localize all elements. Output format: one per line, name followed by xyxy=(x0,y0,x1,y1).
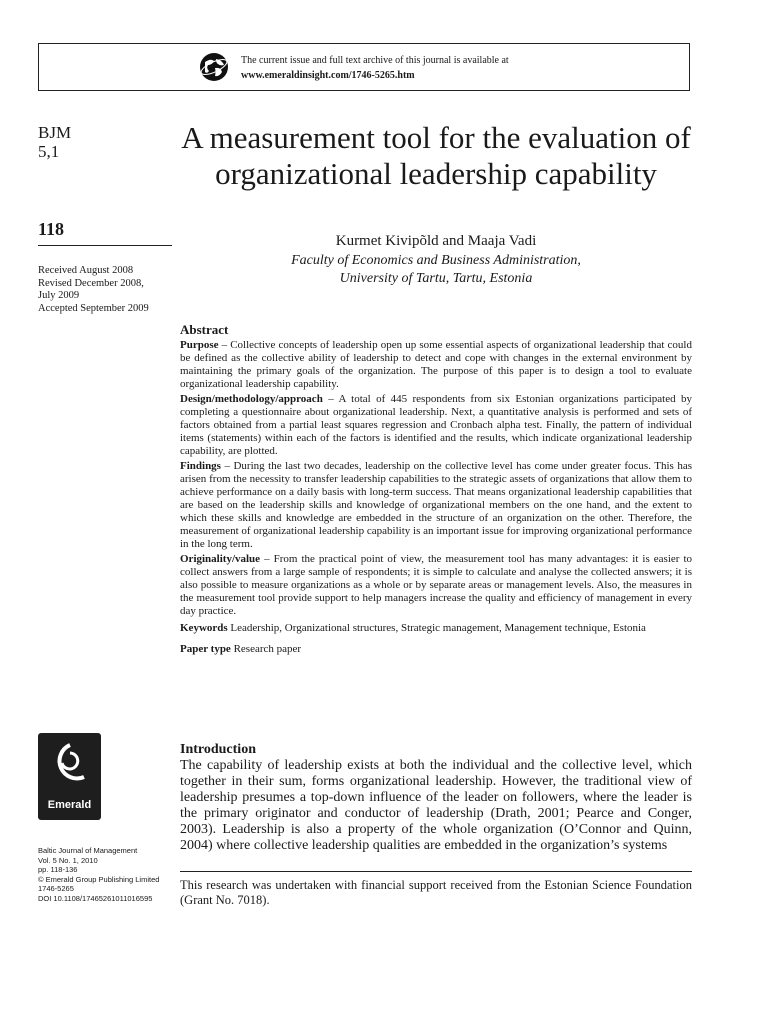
abstract xyxy=(180,323,692,658)
journal-url-link[interactable]: www.emeraldinsight.com/1746-5265.htm xyxy=(241,70,415,81)
originality-text: – From the practical point of view, the measurement tool has many advantages: it is easier to collect answers from a large sample of respondents; it is simple to calculate and analyse the collected answers; it is also possible to measure organizations as a whole or by separate areas or management levels. Also, the measures in the measurement tool provide support to help managers increase the quality and efficiency of management in every day practice. xyxy=(180,553,692,617)
introduction-text: The capability of leadership exists at both the individual and the collective level, which together in their sum, forms organizational leadership. However, the traditional view of leadership presumes a top-down influence of the leader on followers, where the leader is the primary originator and conductor of leadership (Drath, 2001; Pearce and Conger, 2003). Leadership is also a property of the whole organization (O’Connor and Quinn, 2004) where collective leadership qualities are embedded in the organization’s systems xyxy=(180,758,692,853)
abstract-heading: Abstract xyxy=(180,322,229,337)
emerald-wordmark: Emerald xyxy=(47,799,92,811)
keywords-label: Keywords xyxy=(180,622,228,634)
findings-label: Findings xyxy=(180,460,221,472)
article-title: A measurement tool for the evaluation of organizational leadership capability xyxy=(181,120,691,191)
banner-text xyxy=(241,53,509,83)
originality-label: Originality/value xyxy=(180,553,261,565)
pubinfo-line: Vol. 5 No. 1, 2010 xyxy=(38,855,98,865)
paper-type-label: Paper type xyxy=(180,643,231,655)
pubinfo-line: Baltic Journal of Management xyxy=(38,846,138,855)
journal-name: BJM xyxy=(38,123,72,142)
affiliation xyxy=(180,252,692,288)
journal-abbrev xyxy=(38,123,71,161)
emerald-e-icon xyxy=(50,741,90,793)
journal-volume: 5,1 xyxy=(38,142,60,161)
introduction-heading: Introduction xyxy=(180,742,256,757)
date-line: Accepted September 2009 xyxy=(38,302,149,314)
findings-text: – During the last two decades, leadership on the collective level has come under greater focus. This has arisen from the necessity to transfer leadership capabilities to the strategic assets of organizations that allow them to achieve performance on a daily basis with long-term success. That means organizational leadership capabilities that are based on the leadership skills and knowledge of organizational members on the one hand, and the extent to which these skills and knowledge are embedded in the structure of an organization on the other. Therefore, the measurement of organizational leadership capability is an important issue for improving organizational performance in the long term. xyxy=(180,460,692,550)
abstract-purpose xyxy=(180,339,692,391)
date-line: Revised December 2008, xyxy=(38,277,144,289)
emerald-logo xyxy=(38,733,101,820)
pubinfo-line: DOI 10.1108/17465261011016595 xyxy=(38,893,153,903)
date-line: Received August 2008 xyxy=(38,265,134,276)
introduction-section xyxy=(180,742,692,854)
date-line: July 2009 xyxy=(38,290,80,301)
affiliation-line: University of Tartu, Tartu, Estonia xyxy=(339,271,533,286)
side-divider xyxy=(38,245,172,246)
pubinfo-line: pp. 118-136 xyxy=(38,865,78,874)
page-number: 118 xyxy=(38,219,65,239)
abstract-paper-type xyxy=(180,643,692,656)
banner-line: The current issue and full text archive of this journal is available at xyxy=(241,55,509,66)
abstract-keywords xyxy=(180,622,692,635)
keywords-text: Leadership, Organizational structures, Strategic management, Management technique, Estonia xyxy=(227,622,646,634)
paper-type-text: Research paper xyxy=(230,643,302,655)
design-text: – A total of 445 respondents from six Estonian organizations participated by completing a questionnaire about organizational leadership. Next, a quantitative analysis is performed and sets of factors obtained from a partial least squares regression and Cronbach alpha test. Finally, the pattern of individual items (statements) within each of the factors is identified and the results, which indicate organizational leadership capability, are plotted. xyxy=(180,393,692,457)
authors: Kurmet Kivipõld and Maaja Vadi xyxy=(335,233,537,249)
globe-icon xyxy=(199,52,229,82)
purpose-label: Purpose xyxy=(180,339,219,351)
submission-dates xyxy=(38,265,149,315)
abstract-originality xyxy=(180,553,692,618)
funding-footnote: This research was undertaken with financial support received from the Estonian Science Foundation (Grant No. 7018). xyxy=(180,878,692,907)
abstract-design xyxy=(180,393,692,458)
affiliation-line: Faculty of Economics and Business Administration, xyxy=(291,253,581,268)
pubinfo-line: 1746-5265 xyxy=(38,884,74,893)
journal-archive-banner xyxy=(38,43,690,91)
publication-info xyxy=(38,846,159,903)
pubinfo-line: © Emerald Group Publishing Limited xyxy=(38,874,160,884)
abstract-findings xyxy=(180,460,692,551)
footnote-divider xyxy=(180,871,692,872)
purpose-text: – Collective concepts of leadership open up some essential aspects of organizational leadership that could be defined as the collective ability of leadership to detect and cope with changes in the external environment by maintaining the primary goals of the organization. The purpose of this paper is to design a tool to evaluate organizational leadership capability. xyxy=(180,339,692,390)
design-label: Design/methodology/approach xyxy=(180,393,323,405)
